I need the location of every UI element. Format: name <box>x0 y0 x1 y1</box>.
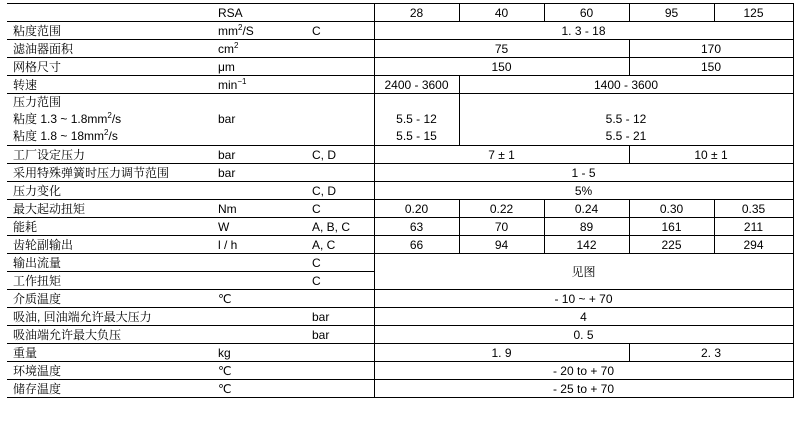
row-value: 142 <box>544 236 629 254</box>
row-mark: C <box>304 272 374 290</box>
row-mesh <box>7 58 793 76</box>
row-unit: bar <box>212 146 304 164</box>
row-speed <box>7 76 793 94</box>
header-row <box>7 4 793 22</box>
row-label: 重量 <box>7 344 212 362</box>
row-value: 见图 <box>374 254 793 290</box>
row-ambient-temp <box>7 362 793 380</box>
row-value: 63 <box>374 218 459 236</box>
row-unit: $\min^{-1}$ <box>212 76 304 94</box>
rsa-label: RSA <box>212 4 304 22</box>
row-unit: ℃ <box>212 380 304 398</box>
row-label: 压力变化 <box>7 182 212 200</box>
row-value: 5% <box>374 182 793 200</box>
row-value: 150 <box>374 58 629 76</box>
row-filter-area <box>7 40 793 58</box>
size-28: 28 <box>374 4 459 22</box>
row-value: 7 ± 1 <box>374 146 629 164</box>
row-unit: l / h <box>212 236 304 254</box>
size-125: 125 <box>714 4 793 22</box>
row-unit: bar <box>218 112 236 126</box>
row-label: 工作扭矩 <box>7 272 212 290</box>
row-unit: bar <box>304 326 374 344</box>
row-storage-temp <box>7 380 793 398</box>
row-value: 0.24 <box>544 200 629 218</box>
row-weight <box>7 344 793 362</box>
row-value: 1. 3 - 18 <box>374 22 793 40</box>
row-label: 工厂设定压力 <box>7 146 212 164</box>
row-value: 294 <box>714 236 793 254</box>
size-40: 40 <box>459 4 544 22</box>
row-label: 粘度范围 <box>7 22 212 40</box>
row-label: 储存温度 <box>7 380 212 398</box>
row-sublabel: 粘度 1.3 ~ $1.8mm^2/s$ <box>13 111 122 126</box>
row-label: 滤油器面积 <box>7 40 212 58</box>
row-value: 225 <box>629 236 714 254</box>
row-gear-output <box>7 236 793 254</box>
row-value: 5.5 - 12 <box>605 112 647 126</box>
row-value: 170 <box>629 40 793 58</box>
row-value: 5.5 - 21 <box>605 129 647 143</box>
row-label: 输出流量 <box>7 254 212 272</box>
row-label: 吸油端允许最大负压 <box>7 326 304 344</box>
row-value: 2400 - 3600 <box>374 76 459 94</box>
row-mark: C, D <box>304 146 374 164</box>
row-value: 0. 5 <box>374 326 793 344</box>
row-value: 2. 3 <box>629 344 793 362</box>
row-value: - 20 to + 70 <box>374 362 793 380</box>
row-mark: C <box>304 200 374 218</box>
row-factory-pressure <box>7 146 793 164</box>
row-medium-temp <box>7 290 793 308</box>
row-unit: Nm <box>212 200 304 218</box>
row-label: 采用特殊弹簧时压力调节范围 <box>7 164 212 182</box>
row-output-flow <box>7 254 793 272</box>
row-label: 介质温度 <box>7 290 212 308</box>
row-pressure-range <box>7 94 793 146</box>
row-mark: A, B, C <box>304 218 374 236</box>
row-value: 5.5 - 15 <box>396 129 437 143</box>
row-label: 最大起动扭矩 <box>7 200 212 218</box>
row-value: - 10 ~ + 70 <box>374 290 793 308</box>
row-value: 1 - 5 <box>374 164 793 182</box>
row-unit: bar <box>304 308 374 326</box>
row-value: 70 <box>459 218 544 236</box>
row-sublabel: 粘度 1.8 ~ $18mm^2/s$ <box>13 128 118 143</box>
row-unit: $mm^2/S$ <box>212 22 304 40</box>
row-power <box>7 218 793 236</box>
row-mark: C <box>304 22 374 40</box>
row-value: - 25 to + 70 <box>374 380 793 398</box>
row-value: 94 <box>459 236 544 254</box>
size-60: 60 <box>544 4 629 22</box>
row-special-spring <box>7 164 793 182</box>
row-value: 4 <box>374 308 793 326</box>
row-unit: ℃ <box>212 290 304 308</box>
row-value: 161 <box>629 218 714 236</box>
row-value: 0.22 <box>459 200 544 218</box>
row-mark: A, C <box>304 236 374 254</box>
row-unit: ℃ <box>212 362 304 380</box>
row-label: 环境温度 <box>7 362 212 380</box>
row-value: 5.5 - 12 <box>396 112 437 126</box>
row-label: 齿轮副输出 <box>7 236 212 254</box>
row-unit: $cm^2$ <box>212 40 304 58</box>
row-mark: C <box>304 254 374 272</box>
row-label: 能耗 <box>7 218 212 236</box>
row-value: 1. 9 <box>374 344 629 362</box>
spec-table <box>7 3 794 398</box>
row-value: 150 <box>629 58 793 76</box>
row-max-vacuum <box>7 326 793 344</box>
row-mark: C, D <box>304 182 374 200</box>
row-unit: μm <box>212 58 304 76</box>
row-value: 10 ± 1 <box>629 146 793 164</box>
row-unit: kg <box>212 344 304 362</box>
row-viscosity-range <box>7 22 793 40</box>
row-value: 0.30 <box>629 200 714 218</box>
row-value: 0.20 <box>374 200 459 218</box>
row-value: 89 <box>544 218 629 236</box>
row-value: 1400 - 3600 <box>459 76 793 94</box>
row-unit: W <box>212 218 304 236</box>
row-value: 0.35 <box>714 200 793 218</box>
row-pressure-change <box>7 182 793 200</box>
row-value: 75 <box>374 40 629 58</box>
row-label: 网格尺寸 <box>7 58 212 76</box>
size-95: 95 <box>629 4 714 22</box>
row-label: 压力范围 <box>13 95 62 109</box>
row-unit: bar <box>212 164 304 182</box>
row-label: 吸油, 回油端允许最大压力 <box>7 308 304 326</box>
row-max-pressure <box>7 308 793 326</box>
row-value: 211 <box>714 218 793 236</box>
row-label: 转速 <box>7 76 212 94</box>
row-value: 66 <box>374 236 459 254</box>
row-max-torque <box>7 200 793 218</box>
